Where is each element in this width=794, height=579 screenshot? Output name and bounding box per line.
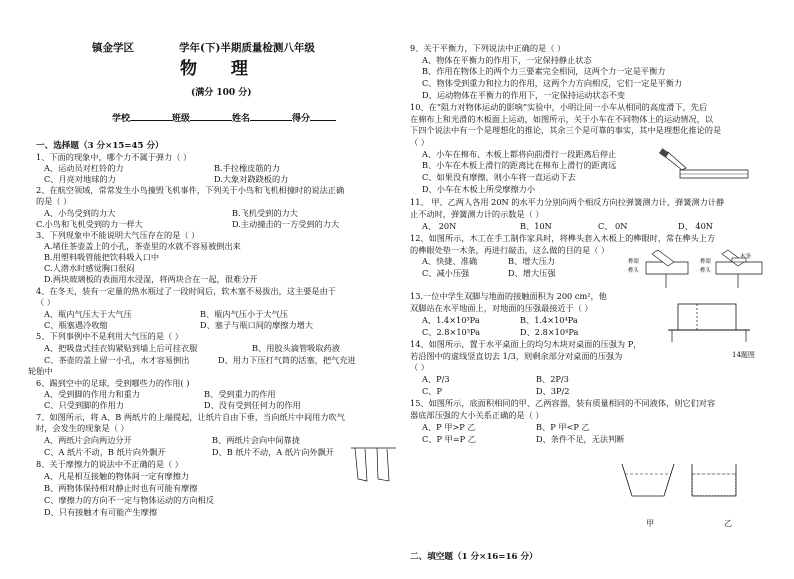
full-score: (满分 100 分): [191, 88, 252, 98]
option: D.两块玻璃板的表面用水浸湿，将两块合在一起，很难分开: [44, 274, 258, 284]
option-cont: 轮胎中: [28, 366, 53, 376]
option: D、增大压强: [508, 268, 556, 278]
option: C、物体受到重力和拉力的作用，这两个力方向相反，它们一定是平衡力: [422, 78, 683, 88]
option: A、瓶内气压大于大气压: [44, 309, 132, 319]
school-label: 学校: [112, 114, 131, 124]
option: D、B 纸片不动，A 纸片向外飘开: [212, 447, 334, 457]
option: B、用胶头滴管吸取药液: [252, 343, 340, 353]
info-line: [112, 112, 336, 124]
option: C、减小压强: [422, 268, 470, 278]
option: B、受到重力的作用: [204, 389, 276, 399]
question-9: 9、关于平衡力，下列说法中正确的是（ ）: [410, 43, 566, 53]
question-14-cont: （ ）: [410, 362, 429, 372]
option: B、P 甲<P 乙: [536, 422, 590, 432]
question-6: 6、踢到空中的足球，受到哪些力的作用( ): [36, 378, 190, 388]
ramp-figure: [658, 148, 752, 184]
option: C、瓶塞遇冷收缩: [44, 320, 108, 330]
option: D、 40N: [678, 221, 713, 231]
option: C、茶壶的盖上留一小孔，水才容易倒出: [44, 355, 190, 365]
subject-title: 物 理: [180, 59, 262, 79]
option: D、小车在木板上所受摩擦力小: [422, 184, 536, 194]
option: B.飞机受到的力大: [232, 208, 298, 218]
class-label: 班级: [172, 114, 191, 124]
option: C、2.8×10³Pa: [422, 327, 481, 337]
option: B.用塑料吸管能把饮料吸入口中: [44, 252, 160, 262]
option: C、只受到脚的作用力: [44, 400, 124, 410]
district: 镇金学区: [92, 42, 134, 54]
question-10-cont: 在棉布上和光滑的木板面上运动，如图所示，关于小车在不同物体上的运动情况，以: [410, 114, 713, 124]
question-4-cont: （ ）: [36, 297, 55, 307]
option: B.手拉橡皮筋的力: [214, 163, 280, 173]
option: A、把吸盘式挂衣钩紧贴到墙上后可挂衣服: [44, 343, 198, 353]
option: A.堵住茶壶盖上的小孔，茶壶里的水就不容易被倒出来: [44, 241, 241, 251]
option: A、快捷、准确: [422, 256, 478, 266]
option: D、3P/2: [536, 386, 570, 396]
tenon-label: 榫头: [700, 268, 712, 274]
tenon-label: 榫眼: [700, 259, 712, 265]
question-7-cont: 时，会发生的现象是（ ）: [36, 423, 129, 433]
option: B、2P/3: [536, 374, 569, 384]
question-13-cont: 双脚站在水平地面上，对地面的压强最接近于（ ）: [410, 303, 593, 313]
option: B、两物体保持相对静止时也有可能有摩擦: [44, 483, 198, 493]
question-10-cont: 下四个说法中有一个是理想化的推论，其余三个是可靠的事实，其中是理想化推论的是: [410, 125, 722, 135]
option: A、 20N: [422, 221, 457, 231]
option: A、受到脚的作用力和重力: [44, 389, 140, 399]
question-12-cont: 的榫眼处垫一木条，再进行敲击，这么做的目的是（ ）: [410, 245, 610, 255]
exam-title: 学年(下)半期质量检测八年级: [179, 42, 315, 54]
wood-block: [678, 304, 736, 330]
option: D、塞子与瓶口间的摩擦力增大: [200, 320, 314, 330]
option: A、小鸟受到的力大: [44, 208, 116, 218]
question-10: 10、在“阻力对物体运动的影响”实验中，小明让同一小车从相同的高度滑下，先后: [410, 102, 708, 112]
section-2-title: 二、填空题（1 分×16=16 分）: [410, 552, 538, 562]
option: D、用力下压打气筒的活塞，把气充进: [218, 355, 356, 365]
tenon-label: 木条: [740, 254, 752, 260]
question-11: 11、 甲、乙两人各用 20N 的水平力分别向两个相反方向拉弹簧测力计，弹簧测力计静: [410, 197, 725, 207]
option: C、 0N: [598, 221, 628, 231]
option: D、运动物体在平衡力的作用下，一定保持运动状态不变: [422, 90, 626, 100]
option: C、月亮对地球的力: [44, 174, 116, 184]
option: A、1.4×10³Pa: [422, 315, 480, 325]
section-1-title: 一、选择题（3 分×15=45 分）: [36, 141, 164, 151]
option: C.人潜水时感觉胸口很闷: [44, 263, 135, 273]
question-2: 2、在航空领域，常常发生小鸟撞毁飞机事件，下列关于小鸟和飞机相撞时的说法正确: [36, 185, 345, 195]
option: B、瓶内气压小于大气压: [200, 309, 288, 319]
tenon-label: 榫头: [628, 268, 640, 274]
question-7: 7、如图所示，将 A、B 两纸片的上端提起，让纸片自由下垂，当向纸片中间用力吹气: [36, 412, 345, 422]
question-1: 1、下面的现象中，哪个力不属于弹力（ ）: [36, 152, 192, 162]
option: A、两纸片会向两边分开: [44, 435, 132, 445]
container-label-yi: 乙: [724, 518, 733, 528]
option: D、2.8×10⁴Pa: [520, 327, 579, 337]
question-14-cont: 若沿图中的虚线竖直切去 1/3，则剩余部分对桌面的压强为: [410, 351, 623, 361]
container-yi: [692, 464, 736, 496]
question-14: 14、如图所示，置于水平桌面上的均匀木块对桌面的压强为 P，: [410, 339, 642, 349]
container-label-jia: 甲: [646, 518, 655, 528]
question-13: 13.一位中学生双脚与地面的接触面积为 200 cm²，他: [410, 291, 607, 301]
tenon-label: 榫眼: [628, 259, 640, 265]
option: A、P/3: [422, 374, 450, 384]
block-figure: [666, 298, 760, 344]
name-label: 姓名: [232, 114, 251, 124]
option: C.小鸟和飞机受到的力一样大: [36, 219, 143, 229]
option: C、P: [422, 386, 442, 396]
question-10-cont: （ ）: [410, 137, 429, 147]
paper-a: [355, 448, 367, 481]
option: A、物体在平衡力的作用下，一定保持静止状态: [422, 55, 592, 65]
score-label: 得分: [292, 114, 311, 124]
option: B、作用在物体上的两个力三要素完全相同，这两个力一定是平衡力: [422, 66, 666, 76]
question-3: 3、下列现象中不能说明大气压存在的是（ ）: [36, 230, 200, 240]
question-4: 4、在冬天，装有一定量的热水瓶过了一段时间后，软木塞不易拔出，这主要是由于: [36, 286, 336, 296]
option: A、运动员对杠铃的力: [44, 163, 124, 173]
figure-14-caption: 14题图: [732, 351, 755, 359]
option: C、摩擦力的方向不一定与物体运动的方向相反: [44, 495, 215, 505]
name-blank[interactable]: [250, 112, 292, 121]
question-15-cont: 器底部压强的大小关系正确的是（ ）: [410, 410, 544, 420]
option: B、增大压力: [508, 256, 555, 266]
option: D、只有接触才有可能产生摩擦: [44, 507, 158, 517]
option: C、如果没有摩擦，则小车将一直运动下去: [422, 172, 576, 182]
tenon-figure: [628, 244, 768, 290]
option: C、A 纸片不动，B 纸片向外飘开: [44, 447, 166, 457]
score-blank[interactable]: [310, 112, 336, 121]
question-15: 15、如图所示，底面积相同的甲、乙两容器，装有质量相同的不同液体，则它们对容: [410, 398, 716, 408]
option: D.大象对跷跷板的力: [214, 174, 289, 184]
option: A、凡是相互接触的物体间一定有摩擦力: [44, 471, 190, 481]
option: B、1.4×10⁴Pa: [520, 315, 578, 325]
option: D.主动撞击的一方受到的力大: [232, 219, 340, 229]
school-blank[interactable]: [130, 112, 172, 121]
question-12: 12、如图所示，木工在手工制作家具时，将榫头套入木板上的榫眼时，常在榫头上方: [410, 233, 716, 243]
option: A、P 甲>P 乙: [422, 422, 476, 432]
paper-sheets-figure: [349, 445, 399, 485]
question-2-cont: 的是（ ）: [36, 196, 72, 206]
liquid-yi: [693, 474, 736, 496]
containers-figure: [618, 460, 744, 512]
option: B、小车在木板上滑行的距离比在棉布上滑行的距离远: [422, 160, 617, 170]
question-11-cont: 止不动时，弹簧测力计的示数是（ ）: [410, 209, 544, 219]
question-8: 8、关于摩擦力的说法中不正确的是（ ）: [36, 459, 183, 469]
option: B、10N: [520, 221, 552, 231]
option: D、没有受到任何力的作用: [204, 400, 301, 410]
container-jia: [622, 464, 674, 496]
paper-b: [377, 448, 389, 481]
question-5: 5、下列事例中不是利用大气压的是（ ）: [36, 331, 183, 341]
option: D、条件不足，无法判断: [536, 434, 625, 444]
option: A、小车在棉布、木板上都将向前滑行一段距离后停止: [422, 149, 617, 159]
option: C、P 甲=P 乙: [422, 434, 476, 444]
class-blank[interactable]: [190, 112, 232, 121]
option: B、两纸片会向中间靠拢: [212, 435, 300, 445]
